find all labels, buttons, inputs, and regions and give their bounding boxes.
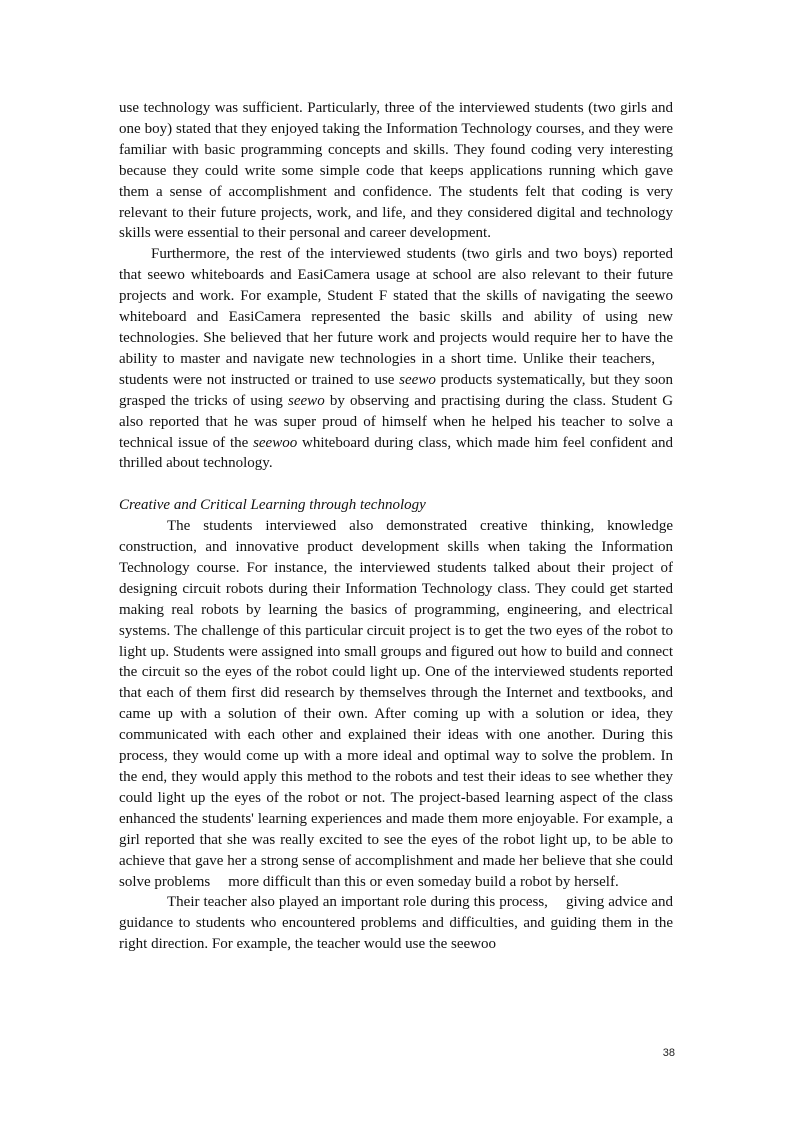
paragraph-text: use technology was sufficient. Particularly, three of the interviewed students (two girls and one boy) stated that they enjoyed taking the Information Technology courses, and they were familiar with basic programming concepts and skills. They found coding very interesting because they could write some simple code that keeps applications running which gave them a sense of accomplishment and confidence. The students felt that coding is very relevant to their future projects, work, and life, and they considered digital and technology skills were essential to their personal and career development.: [119, 100, 673, 242]
paragraph-text: whiteboard during class, which made him feel confident and thrilled about technology.: [119, 434, 674, 472]
paragraph-circuit-robots: [119, 516, 673, 892]
emphasis-seewo: seewo: [399, 371, 436, 388]
emphasis-seewo: seewo: [288, 392, 325, 409]
document-body: [119, 98, 673, 955]
paragraph-text: The students interviewed also demonstrated creative thinking, knowledge construction, and innovative product development skills when taking the Information Technology course. For instance, the interviewed students talked about their project of designing circuit robots during their Information Technology class. They could get started making real robots by learning the basics of programming, engineering, and electrical systems. The challenge of this particular circuit project is to get the two eyes of the robot to light up. Students were assigned into small groups and figured out how to build and connect the circuit so the eyes of the robot could light up. One of the interviewed students reported that each of them first did research by themselves through the Internet and textbooks, and came up with a solution of their own. After coming up with a solution or idea, they communicated with each other and explained their ideas with one another. During this process, they would come up with a more ideal and optimal way to solve the problem. In the end, they would apply this method to the robots and test their ideas to see whether they could light up the eyes of the robot or not. The project-based learning aspect of the class enhanced the students' learning experiences and made them more enjoyable. For example, a girl reported that she was really excited to see the eyes of the robot light up, to be able to achieve that gave her a strong sense of accomplishment and made her believe that she could solve problems: [119, 518, 673, 890]
paragraph-text: more difficult than this or even someday build a robot by herself.: [228, 873, 619, 890]
paragraph-seewo-usage: [119, 244, 673, 474]
paragraph-coding-relevance: [119, 98, 673, 244]
paragraph-text: Furthermore, the rest of the interviewed students (two girls and two boys) reported that seewo whiteboards and EasiCamera usage at school are also relevant to their future projects and work. For example, Student F stated that the skills of navigating the seewo whiteboard and EasiCamera represented the basic skills and ability of using new technologies. She believed that her future work and projects would require her to have the ability to master and navigate new technologies in a short time. Unlike their teachers,: [119, 246, 673, 367]
paragraph-teacher-role: [119, 892, 673, 955]
paragraph-text: students were not instructed or trained to use: [119, 371, 395, 388]
paragraph-text: giving advice and guidance to students who encountered problems and difficulties, and guiding them in the right direction. For example, the teacher would use the seewoo: [119, 894, 673, 953]
page-number: 38: [662, 1047, 675, 1059]
section-heading: Creative and Critical Learning through technology: [119, 497, 426, 514]
paragraph-text: products systematically, but they soon grasped the tricks of using: [119, 371, 674, 409]
paragraph-text: Their teacher also played an important role during this process,: [167, 894, 548, 911]
paragraph-text: by observing and practising during the class. Student G also reported that he was super proud of himself when he helped his teacher to solve a technical issue of the: [119, 392, 674, 451]
emphasis-seewoo: seewoo: [253, 434, 298, 451]
